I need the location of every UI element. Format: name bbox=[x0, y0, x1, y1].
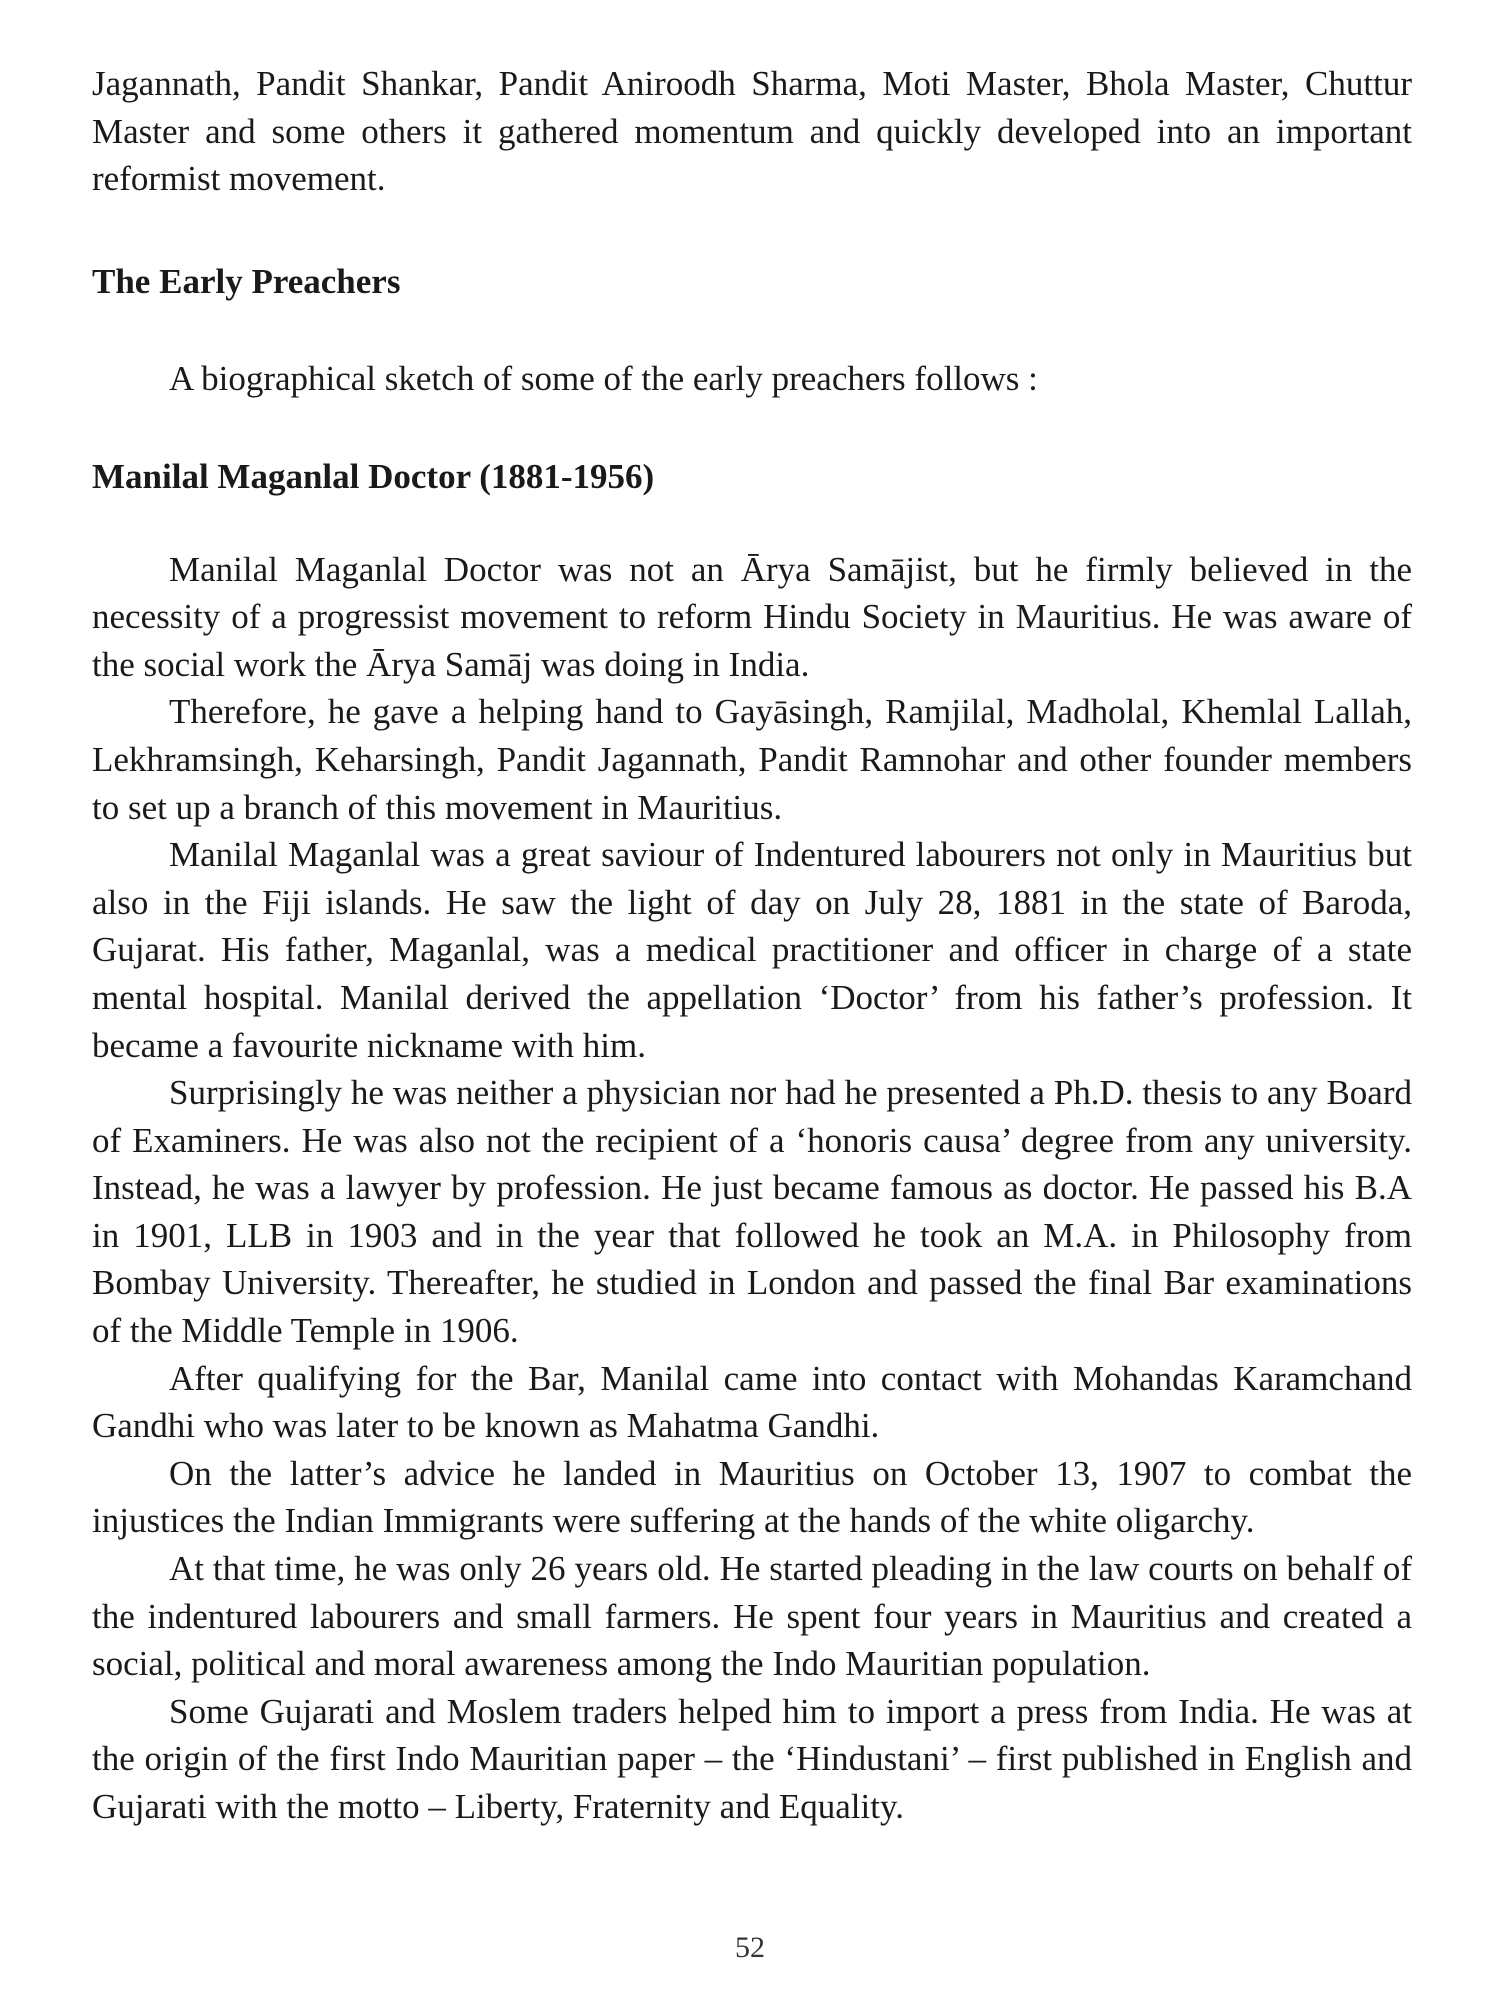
paragraph-2: Therefore, he gave a helping hand to Gayāsingh, Ramjilal, Madholal, Khemlal Lallah, Lekhramsingh, Keharsingh, Pandit Jagannath, Pandit Ramnohar and other founder members to set up a branch of this movement in Mauritius. bbox=[92, 692, 1412, 827]
page-number: 52 bbox=[735, 1931, 765, 1964]
page-body bbox=[92, 60, 1412, 1831]
paragraph-6: On the latter’s advice he landed in Mauritius on October 13, 1907 to combat the injustices the Indian Immigrants were suffering at the hands of the white oligarchy. bbox=[92, 1453, 1412, 1541]
section-heading-early-preachers: The Early Preachers bbox=[92, 261, 401, 301]
paragraph-3: Manilal Maganlal was a great saviour of Indentured labourers not only in Mauritius but also in the Fiji islands. He saw the light of day on July 28, 1881 in the state of Baroda, Gujarat. His father, Maganlal, was a medical practitioner and officer in charge of a state mental hospital. Manilal derived the appellation ‘Doctor’ from his father’s profession. It became a favourite nickname with him. bbox=[92, 835, 1412, 1065]
lead-sentence: A biographical sketch of some of the early preachers follows : bbox=[169, 359, 1038, 399]
section-heading-manilal: Manilal Maganlal Doctor (1881-1956) bbox=[92, 456, 655, 496]
paragraph-5: After qualifying for the Bar, Manilal came into contact with Mohandas Karamchand Gandhi who was later to be known as Mahatma Gandhi. bbox=[92, 1358, 1412, 1446]
biography-body bbox=[92, 546, 1412, 1831]
paragraph-4: Surprisingly he was neither a physician nor had he presented a Ph.D. thesis to any Board of Examiners. He was also not the recipient of a ‘honoris causa’ degree from any university. Instead, he was a lawyer by profession. He just became famous as doctor. He passed his B.A in 1901, LLB in 1903 and in the year that followed he took an M.A. in Philosophy from Bombay University. Thereafter, he studied in London and passed the final Bar examinations of the Middle Temple in 1906. bbox=[92, 1073, 1412, 1351]
paragraph-8: Some Gujarati and Moslem traders helped him to import a press from India. He was at the origin of the first Indo Mauritian paper – the ‘Hindustani’ – first published in English and Gujarati with the motto – Liberty, Fraternity and Equality. bbox=[92, 1691, 1412, 1826]
paragraph-1: Manilal Maganlal Doctor was not an Ārya Samājist, but he firmly believed in the necessity of a progressist movement to reform Hindu Society in Mauritius. He was aware of the social work the Ārya Samāj was doing in India. bbox=[92, 549, 1412, 684]
paragraph-7: At that time, he was only 26 years old. He started pleading in the law courts on behalf of the indentured labourers and small farmers. He spent four years in Mauritius and created a social, political and moral awareness among the Indo Mauritian population. bbox=[92, 1549, 1412, 1684]
intro-paragraph: Jagannath, Pandit Shankar, Pandit Aniroodh Sharma, Moti Master, Bhola Master, Chuttur Master and some others it gathered momentum and quickly developed into an important reformist movement. bbox=[92, 64, 1412, 199]
